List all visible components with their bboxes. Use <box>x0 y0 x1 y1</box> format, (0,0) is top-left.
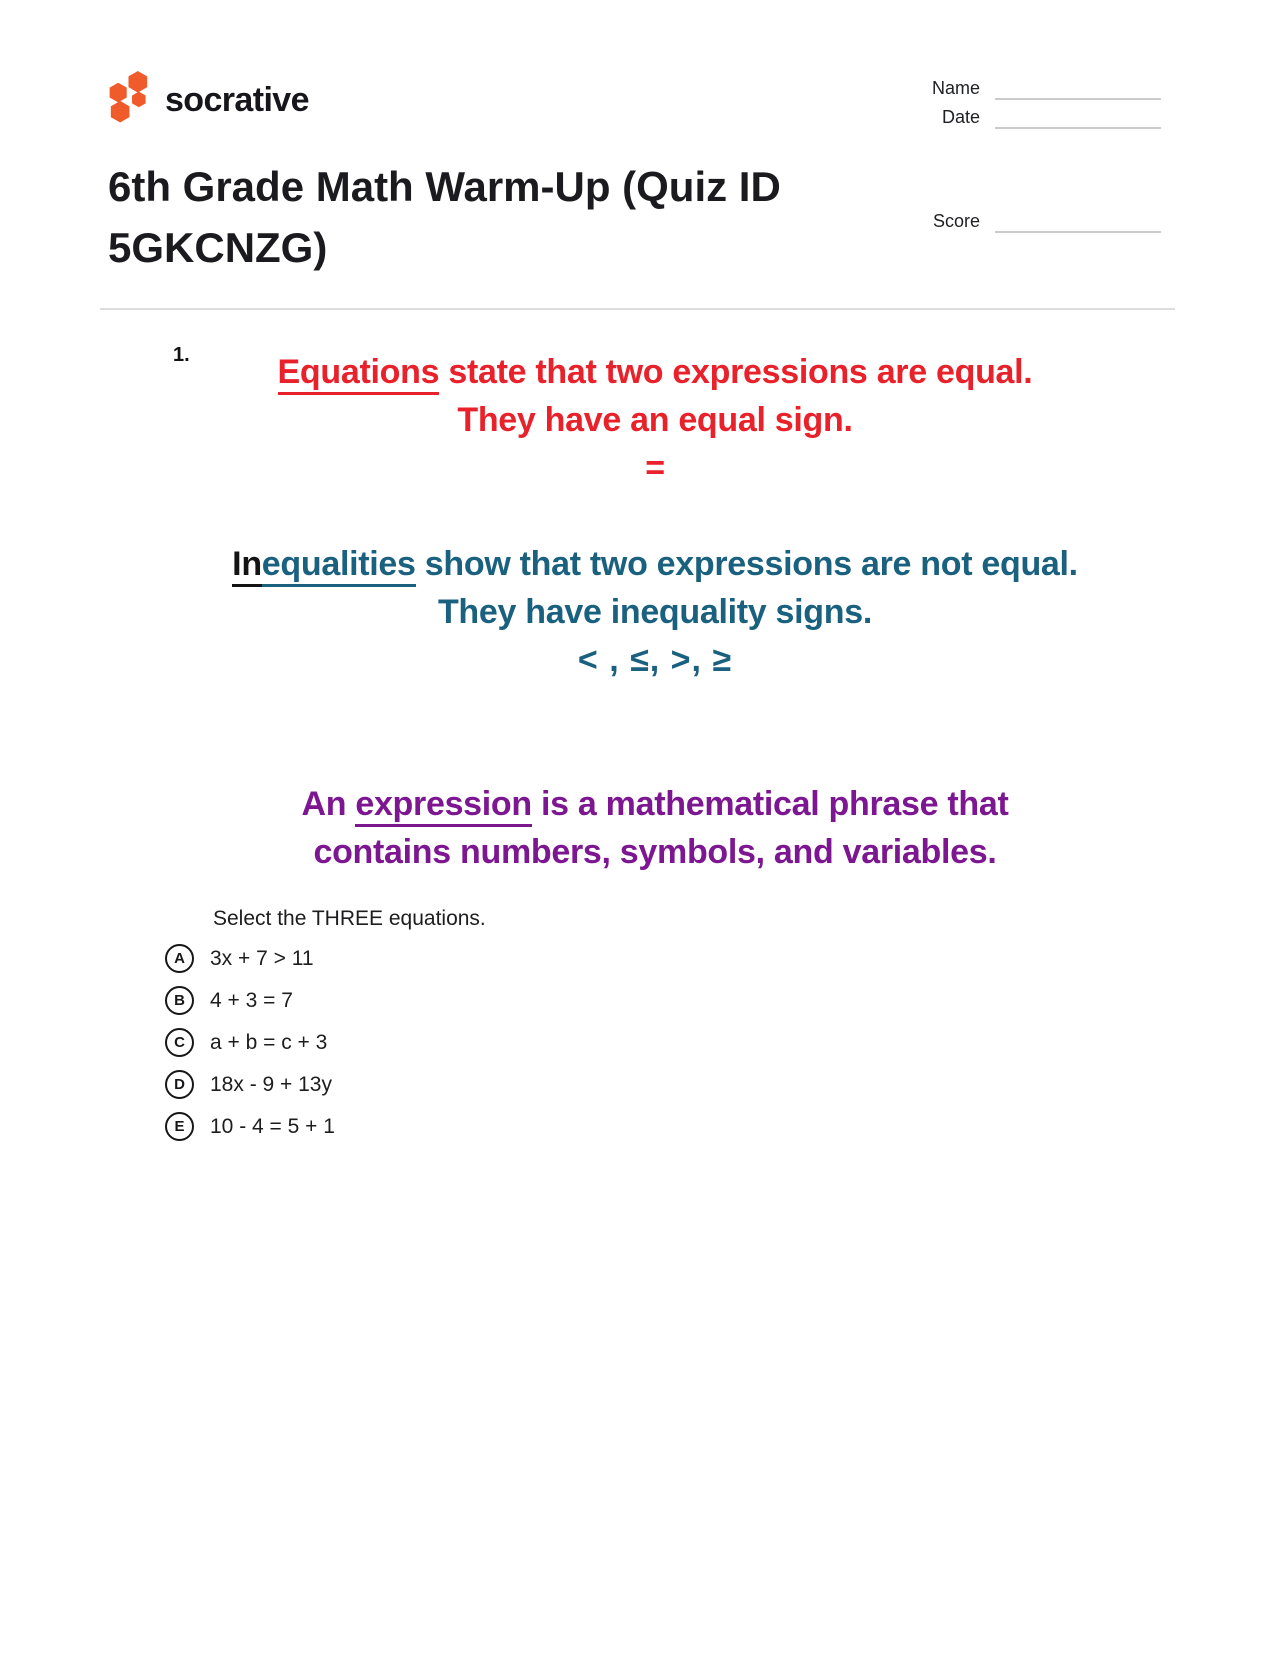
choice-d-text: 18x - 9 + 13y <box>210 1072 332 1096</box>
expression-definition-text <box>180 780 1130 876</box>
score-field <box>900 211 1161 233</box>
socrative-hexagons-icon <box>104 68 152 125</box>
choice-d-bubble[interactable]: D <box>165 1070 194 1099</box>
choice-d <box>165 1070 335 1099</box>
socrative-logo <box>104 68 309 125</box>
choice-e <box>165 1112 335 1141</box>
socrative-wordmark: socrative <box>165 81 309 119</box>
inequalities-line-1: Inequalities show that two expressions are not equal. <box>180 540 1130 588</box>
choice-e-text: 10 - 4 = 5 + 1 <box>210 1114 335 1138</box>
answer-choices <box>165 944 335 1141</box>
date-field <box>900 107 1161 129</box>
choice-a-text: 3x + 7 > 11 <box>210 946 314 970</box>
expression-line-2: contains numbers, symbols, and variables. <box>313 833 997 871</box>
choice-c-text: a + b = c + 3 <box>210 1030 328 1054</box>
equations-line-2: They have an equal sign. <box>457 401 853 439</box>
inequalities-prefix: In <box>232 545 262 587</box>
equations-definition-text <box>180 348 1130 492</box>
question-number: 1. <box>173 344 190 366</box>
question-prompt: Select the THREE equations. <box>213 907 486 930</box>
expression-line-1: An expression is a mathematical phrase that <box>180 780 1130 828</box>
name-blank-line <box>995 80 1161 100</box>
date-blank-line <box>995 109 1161 129</box>
expression-underlined-word: expression <box>355 785 532 827</box>
choice-a-bubble[interactable]: A <box>165 944 194 973</box>
equations-underlined-word: Equations <box>278 353 440 395</box>
choice-b <box>165 986 335 1015</box>
choice-c <box>165 1028 335 1057</box>
choice-b-bubble[interactable]: B <box>165 986 194 1015</box>
date-label: Date <box>941 107 980 127</box>
name-field <box>900 78 1161 100</box>
inequalities-line-2: They have inequality signs. <box>437 593 873 631</box>
choice-a <box>165 944 335 973</box>
choice-c-bubble[interactable]: C <box>165 1028 194 1057</box>
inequalities-definition-text <box>180 540 1130 684</box>
equations-line-1: Equations state that two expressions are equal. <box>180 348 1130 396</box>
score-blank-line <box>995 213 1161 233</box>
equal-sign: = <box>645 449 665 487</box>
inequalities-underlined-word: equalities <box>262 545 416 587</box>
choice-e-bubble[interactable]: E <box>165 1112 194 1141</box>
score-label: Score <box>932 211 980 231</box>
choice-b-text: 4 + 3 = 7 <box>210 988 293 1012</box>
quiz-title: 6th Grade Math Warm-Up (Quiz ID 5GKCNZG) <box>108 163 781 271</box>
header-divider <box>100 308 1175 310</box>
inequality-signs: < , ≤, >, ≥ <box>577 641 733 679</box>
question-stimulus <box>180 348 1130 876</box>
name-label: Name <box>931 78 980 98</box>
